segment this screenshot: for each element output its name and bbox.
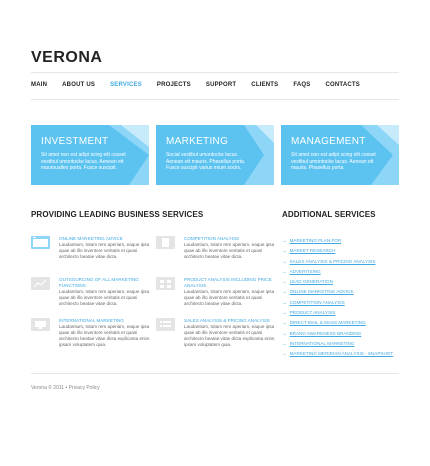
service-title[interactable]: ONLINE MARKETING ADVICE: [59, 236, 123, 241]
arrow-right-icon: →: [282, 289, 287, 295]
service-text: Laudantium, totam rem aperiam, eaque ipsa quae ab illo inventore veritatis et quasi architecto beatae vitae dicta explicanta enim ipsam voluptatem quia.: [59, 324, 150, 347]
nav-item-services[interactable]: SERVICES: [110, 82, 142, 88]
feature-banner: [31, 125, 399, 185]
grid-icon: [156, 277, 175, 290]
arrow-right-icon: →: [282, 340, 287, 346]
arrow-right-icon: →: [282, 299, 287, 305]
additional-service-link[interactable]: → ADVERTISING: [282, 268, 321, 274]
service-item: [156, 236, 275, 266]
service-item: [31, 318, 150, 358]
arrow-right-icon: →: [282, 279, 287, 285]
additional-service-link[interactable]: → COMPETITION ANALYSIS: [282, 299, 345, 305]
tile-investment[interactable]: [31, 125, 149, 185]
tile-management[interactable]: [281, 125, 399, 185]
tile-title: MARKETING: [166, 136, 229, 147]
nav-item-clients[interactable]: CLIENTS: [251, 82, 279, 88]
footer-text: Verona © 2011 • Privacy Policy: [31, 385, 100, 391]
tile-title: MANAGEMENT: [291, 136, 366, 147]
service-title[interactable]: SALES ANALYSIS & PRICING ANALYSIS: [184, 318, 270, 323]
additional-service-link[interactable]: → BRAND AWARENESS BRANDING: [282, 330, 362, 336]
additional-service-link[interactable]: → LEAD GENERATION: [282, 279, 333, 285]
arrow-right-icon: →: [282, 248, 287, 254]
tile-text: Sit amet non est adipi scing elit cosset vestibul umontocke lacus. Aenean ett mauroualles porta. Fusce suscipit.: [41, 152, 126, 171]
nav-item-faqs[interactable]: FAQS: [293, 82, 311, 88]
service-item: [31, 236, 150, 266]
additional-service-link[interactable]: → SALES ANALYSIS & PRICING ANALYSIS: [282, 258, 376, 264]
service-title[interactable]: PRODUCT ANALYSIS INCLUDING PRICE ANALYSIS: [184, 277, 272, 288]
additional-service-link[interactable]: → MARKET RESEARCH: [282, 248, 336, 254]
arrow-right-icon: →: [282, 238, 287, 243]
nav-item-main[interactable]: MAIN: [31, 82, 48, 88]
footer-divider: [31, 373, 399, 374]
nav-item-support[interactable]: SUPPORT: [205, 82, 237, 88]
additional-service-link[interactable]: → PRODUCT ANALYSIS: [282, 310, 336, 316]
line-chart-icon: [31, 277, 50, 290]
service-title[interactable]: COMPETITION ANALYSIS: [184, 236, 240, 241]
additional-service-link[interactable]: → DIRECT MAIL & MASS MARKETING: [282, 320, 366, 326]
arrow-right-icon: →: [282, 310, 287, 316]
nav-item-contacts[interactable]: CONTACTS: [325, 82, 360, 88]
nav-item-about-us[interactable]: ABOUT US: [62, 82, 96, 88]
header-divider: [31, 72, 399, 73]
arrow-right-icon: →: [282, 351, 287, 357]
service-title[interactable]: OUTSOURCING OF ALL MARKETING FUNCTIONS: [59, 277, 139, 288]
service-text: Laudantium, totam rem aperiam, eaque ipsa quae ab illo inventore veritatis et quasi architecto beatae vitae dicta.: [184, 242, 275, 259]
arrow-right-icon: →: [282, 258, 287, 264]
list-icon: [156, 318, 175, 331]
nav-item-projects[interactable]: PROJECTS: [156, 82, 191, 88]
main-nav: [31, 82, 375, 88]
additional-service-link[interactable]: → INTERNATIONAL MARKETING: [282, 340, 355, 346]
monitor-icon: [31, 318, 50, 331]
additional-service-link[interactable]: → ONLINE MARKETING ADVICE: [282, 289, 354, 295]
nav-divider: [31, 99, 399, 100]
site-logo[interactable]: VERONA: [31, 49, 103, 66]
arrow-right-icon: →: [282, 268, 287, 274]
service-text: Laudantium, totam rem aperiam, eaque ipsa quae ab illo inventore veritatis et quasi architecto beatae vitae dicta.: [59, 242, 150, 259]
additional-services-heading: ADDITIONAL SERVICES: [282, 210, 376, 219]
additional-service-link[interactable]: → MARKETING MERIDIAN ANALYSIS - SNAPSHOT: [282, 351, 394, 357]
service-item: [31, 277, 150, 307]
tile-text: Sit amet non est adipi scing elit cosset vestibul umontocke lacus. Aenean ett mauris. Phasellus porta.: [291, 152, 376, 171]
service-item: [156, 318, 275, 358]
arrow-right-icon: →: [282, 330, 287, 336]
tile-marketing[interactable]: [156, 125, 274, 185]
service-item: [156, 277, 275, 307]
service-text: Laudantium, totam rem aperiam, eaque ipsa quae ab illo inventore veritatis et quasi architecto beatae vitae dicta.: [184, 289, 275, 306]
tile-text: Social vestibul umontocke lacus. Aenean ett mauris. Phasellus porta. Fusce suscipit varius mium sociis.: [166, 152, 246, 171]
service-title[interactable]: INTERNATIONAL MARKETING: [59, 318, 124, 323]
additional-services-list: [282, 236, 400, 360]
arrow-right-icon: →: [282, 320, 287, 326]
browser-window-icon: [31, 236, 50, 249]
document-icon: [156, 236, 175, 249]
service-text: Laudantium, totam rem aperiam, eaque ipsa quae ab illo inventore veritatis et quasi architecto beatae vitae dicta explicanta enim ipsam voluptatem quia.: [184, 324, 275, 347]
service-text: Laudantium, totam rem aperiam, eaque ipsa quae ab illo inventore veritatis et quasi architecto beatae vitae dicta.: [59, 289, 150, 306]
additional-service-link[interactable]: → MARKETING PLAN FOR: [282, 238, 342, 243]
tile-title: INVESTMENT: [41, 136, 109, 147]
services-heading: PROVIDING LEADING BUSINESS SERVICES: [31, 210, 204, 219]
